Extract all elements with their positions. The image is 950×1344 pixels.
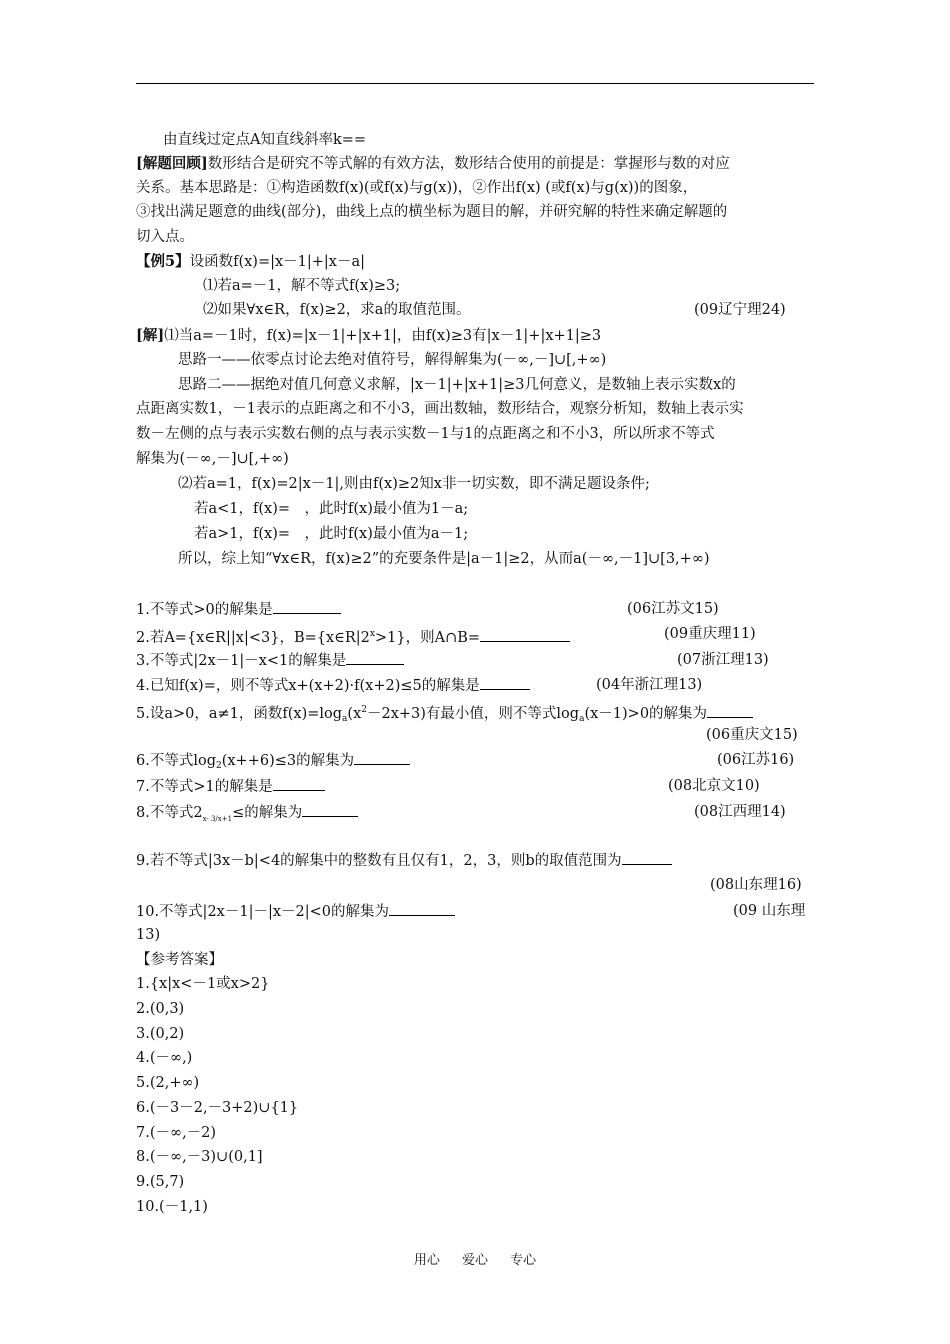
exercise-3-source: (07浙江理13) — [677, 652, 769, 668]
exercise-1-text: 1.不等式>0的解集是 — [136, 602, 273, 618]
exercise-5-sub-2: a — [579, 714, 585, 724]
solution-line-6: 解集为(－∞,－]∪[,+∞) — [136, 451, 289, 467]
solution-line-9: 若a>1，f(x)= ，此时f(x)最小值为a－1; — [194, 526, 469, 542]
exercise-5 — [136, 701, 753, 728]
example-5-source: (09辽宁理24) — [694, 302, 786, 318]
answer-blank — [273, 600, 341, 614]
exercise-2 — [136, 625, 570, 647]
exercise-10-text: 10.不等式|2x－1|－|x－2|<0的解集为 — [136, 904, 390, 920]
footer-word-2: 爱心 — [461, 1253, 488, 1268]
exercise-8-source: (08江西理14) — [694, 804, 786, 820]
answer-blank — [354, 751, 410, 765]
exercise-2-source: (09重庆理11) — [664, 626, 756, 642]
answer-1: 1.{x|x<－1或x>2} — [136, 976, 270, 992]
solution-line-1 — [136, 327, 601, 345]
solution-line-10: 所以，综上知“∀x∈R，f(x)≥2”的充要条件是|a－1|≥2，从而a(－∞,－1]∪[3,+∞) — [178, 551, 710, 567]
answers-title: 【参考答案】 — [136, 952, 223, 968]
answer-3: 3.(0,2) — [136, 1026, 185, 1042]
solution-tag: [解] — [136, 327, 165, 344]
review-text-1: 数形结合是研究不等式解的有效方法，数形结合使用的前提是：掌握形与数的对应 — [207, 156, 730, 172]
exercise-5-source: (06重庆文15) — [706, 727, 798, 743]
answer-10: 10.(－1,1) — [136, 1199, 208, 1215]
exercise-10-source-cont: 13) — [136, 927, 161, 943]
review-line-3: ③找出满足题意的曲线(部分)，曲线上点的横坐标为题目的解，并研究解的特性来确定解题的 — [136, 204, 728, 220]
footer-word-1: 用心 — [413, 1253, 440, 1268]
exercise-3-text: 3.不等式|2x－1|－x<1的解集是 — [136, 653, 347, 669]
exercise-6-sub: 2 — [215, 761, 222, 771]
example-5-tag: 【例5】 — [136, 253, 190, 270]
exercise-7-source: (08北京文10) — [668, 778, 760, 794]
exercise-6-source: (06江苏16) — [717, 752, 795, 768]
exercise-5-sub-1: a — [342, 714, 348, 724]
exercise-5-text-a: 5.设a>0，a≠1，函数f(x)=log — [136, 706, 343, 722]
solution-line-5: 数－左侧的点与表示实数右侧的点与表示实数－1与1的点距离之和不小3，所以所求不等式 — [136, 426, 715, 442]
solution-line-3: 思路二——据绝对值几何意义求解，|x－1|+|x+1|≥3几何意义，是数轴上表示实数x的 — [178, 377, 736, 393]
exercise-5-text-b: (x — [347, 706, 362, 722]
exercise-8-text-b: ≤的解集为 — [232, 805, 303, 821]
answer-blank — [302, 803, 358, 817]
answer-blank — [707, 704, 753, 718]
answer-4: 4.(－∞,) — [136, 1050, 193, 1066]
exercise-9 — [136, 851, 672, 870]
answer-2: 2.(0,3) — [136, 1001, 185, 1017]
exercise-9-source: (08山东理16) — [710, 877, 802, 893]
review-line-4: 切入点。 — [136, 229, 194, 245]
answer-blank — [389, 902, 455, 916]
answer-5: 5.(2,+∞) — [136, 1075, 200, 1091]
exercise-5-text-c: －2x+3)有最小值，则不等式log — [366, 706, 580, 722]
exercise-1 — [136, 600, 341, 619]
review-tag: [解题回顾] — [136, 155, 208, 172]
exercise-7-text: 7.不等式>1的解集是 — [136, 779, 273, 795]
exercise-6 — [136, 751, 410, 775]
exercise-4 — [136, 676, 530, 695]
example-5-text: 设函数f(x)=|x－1|+|x－a| — [189, 254, 366, 270]
review-line-1 — [136, 155, 730, 173]
answer-9: 9.(5,7) — [136, 1174, 185, 1190]
page-footer — [0, 1249, 950, 1268]
answer-blank — [622, 851, 672, 865]
exercise-5-sup: 2 — [361, 705, 367, 715]
exercise-3 — [136, 651, 404, 670]
exercise-8-text-a: 8.不等式2 — [136, 805, 203, 821]
intro-line: 由直线过定点A知直线斜率k== — [163, 132, 367, 148]
answer-blank — [273, 777, 325, 791]
exercise-8 — [136, 803, 358, 828]
exercise-2-text: 2.若A={x∈R||x|<3}，B={x∈R|2 — [136, 630, 370, 646]
example-5-q2: ⑵如果∀x∈R，f(x)≥2，求a的取值范围。 — [203, 302, 471, 318]
answer-blank — [480, 676, 530, 690]
exercise-6-text-b: (x++6)≤3的解集为 — [221, 753, 355, 769]
exercise-7 — [136, 777, 325, 796]
example-5-line — [136, 253, 365, 271]
answer-7: 7.(－∞,－2) — [136, 1125, 217, 1141]
exercise-8-exponent: x- 3/x+1 — [202, 815, 233, 823]
footer-word-3: 专心 — [510, 1253, 537, 1268]
answer-blank — [480, 628, 570, 642]
review-line-2: 关系。基本思路是：①构造函数f(x)(或f(x)与g(x))，②作出f(x) (或f(x)与g(x))的图象， — [136, 180, 698, 196]
exercise-10-source: (09 山东理 — [733, 903, 806, 919]
exercise-1-source: (06江苏文15) — [627, 601, 719, 617]
exercise-2-sup: x — [369, 629, 375, 639]
example-5-q1: ⑴若a=－1，解不等式f(x)≥3; — [203, 278, 401, 294]
header-rule — [136, 83, 814, 84]
solution-line-8: 若a<1，f(x)= ，此时f(x)最小值为1－a; — [194, 501, 469, 517]
exercise-5-text-d: (x－1)>0的解集为 — [584, 706, 708, 722]
exercise-2-text-b: >1}，则A∩B= — [375, 630, 481, 646]
solution-line-7: ⑵若a=1，f(x)=2|x－1|,则由f(x)≥2知x非一切实数，即不满足题设条件; — [178, 476, 650, 492]
answer-8: 8.(－∞,－3)∪(0,1] — [136, 1149, 263, 1165]
exercise-9-text: 9.若不等式|3x－b|<4的解集中的整数有且仅有1，2，3，则b的取值范围为 — [136, 853, 622, 869]
solution-line-4: 点距离实数1，－1表示的点距离之和不小3，画出数轴，数形结合，观察分析知，数轴上表示实 — [136, 401, 744, 417]
solution-line-2: 思路一——依零点讨论去绝对值符号，解得解集为(－∞,－]∪[,+∞) — [178, 352, 607, 368]
exercise-10 — [136, 902, 455, 921]
exercise-4-source: (04年浙江理13) — [596, 677, 703, 693]
exercise-6-text-a: 6.不等式log — [136, 753, 216, 769]
solution-text-1: ⑴当a=－1时，f(x)=|x－1|+|x+1|，由f(x)≥3有|x－1|+|x+1|≥3 — [164, 328, 602, 344]
answer-6: 6.(－3－2,－3+2)∪{1} — [136, 1100, 299, 1116]
exercise-4-text: 4.已知f(x)=，则不等式x+(x+2)·f(x+2)≤5的解集是 — [136, 678, 480, 694]
answer-blank — [346, 651, 404, 665]
